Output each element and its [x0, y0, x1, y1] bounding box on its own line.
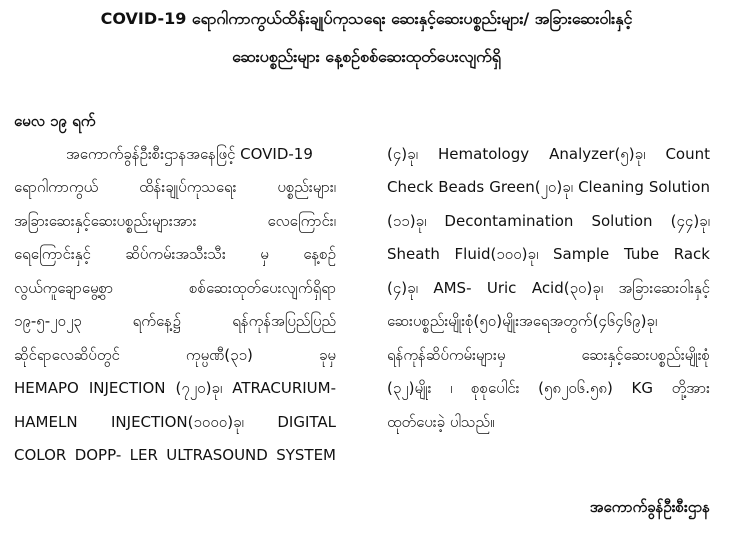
signature: အကောက်ခွန်ဦးစီးဌာန	[589, 498, 710, 516]
text-line: (၄)ခု၊ AMS- Uric Acid(၃၀)ခု၊ အခြားဆေးဝါးနှင့်	[387, 279, 710, 297]
text-line: အခြားဆေးနှင့်ဆေးပစ္စည်းများအား လေကြောင်း၊	[14, 212, 336, 230]
text-line: (၁၁)ခု၊ Decontamination Solution (၄၄)ခု၊	[387, 212, 710, 230]
text-line: ဆိုင်ရာလေဆိပ်တွင် ကုမ္ပဏီ(၃၁) ခုမှ	[14, 346, 336, 364]
text-line: ရေကြောင်းနှင့် ဆိပ်ကမ်းအသီးသီး မှ နေ့စဉ်	[14, 245, 336, 263]
text-line: COLOR DOPP- LER ULTRASOUND SYSTEM	[14, 446, 336, 464]
text-line: ထုတ်ပေးခဲ့ ပါသည်။	[387, 413, 495, 431]
text-line: ဆေးပစ္စည်းမျိုးစုံ(၅၀)မျိုးအရေအတွက်(၄၆၄၆၉)ခု၊	[387, 312, 658, 330]
text-line: HEMAPO INJECTION (၇၂၀)ခု၊ ATRACURIUM-	[14, 379, 336, 397]
text-line: ၁၉-၅-၂၀၂၃ ရက်နေ့၌ ရန်ကုန်အပြည်ပြည်	[14, 312, 336, 330]
text-line: Sheath Fluid(၁၀၀)ခု၊ Sample Tube Rack	[387, 245, 710, 263]
text-line: HAMELN INJECTION(၁၀၀၀)ခု၊ DIGITAL	[14, 413, 336, 431]
text-line: ရောဂါကာကွယ် ထိန်းချုပ်ကုသရေး ပစ္စည်းများ၊	[14, 178, 336, 196]
text-line: (၃၂)မျိုး ၊ စုစုပေါင်း (၅၈၂၀၆.၅၈) KG တို့အား	[387, 379, 710, 397]
headline-line-2: ဆေးပစ္စည်းများ နေ့စဉ်စစ်ဆေးထုတ်ပေးလျက်ရှိ	[232, 47, 501, 66]
text-line: အကောက်ခွန်ဦးစီးဌာနအနေဖြင့် COVID-19	[66, 145, 313, 163]
text-line: (၄)ခု၊ Hematology Analyzer(၅)ခု၊ Count	[387, 145, 710, 163]
text-line: ရန်ကုန်ဆိပ်ကမ်းများမှ ဆေးနှင့်ဆေးပစ္စည်းမျိုးစုံ	[387, 346, 710, 364]
headline-line-1: COVID-19 ရောဂါကာကွယ်ထိန်းချုပ်ကုသရေး ဆေးနှင့်ဆေးပစ္စည်းများ/ အခြားဆေးဝါးနှင့်	[100, 9, 633, 28]
text-line: Check Beads Green(၂၀)ခု၊ Cleaning Solution	[387, 178, 710, 196]
text-line: လွယ်ကူချောမွေ့စွာ စစ်ဆေးထုတ်ပေးလျက်ရှိရာ	[14, 279, 336, 297]
dateline: မေလ ၁၉ ရက်	[14, 112, 96, 130]
